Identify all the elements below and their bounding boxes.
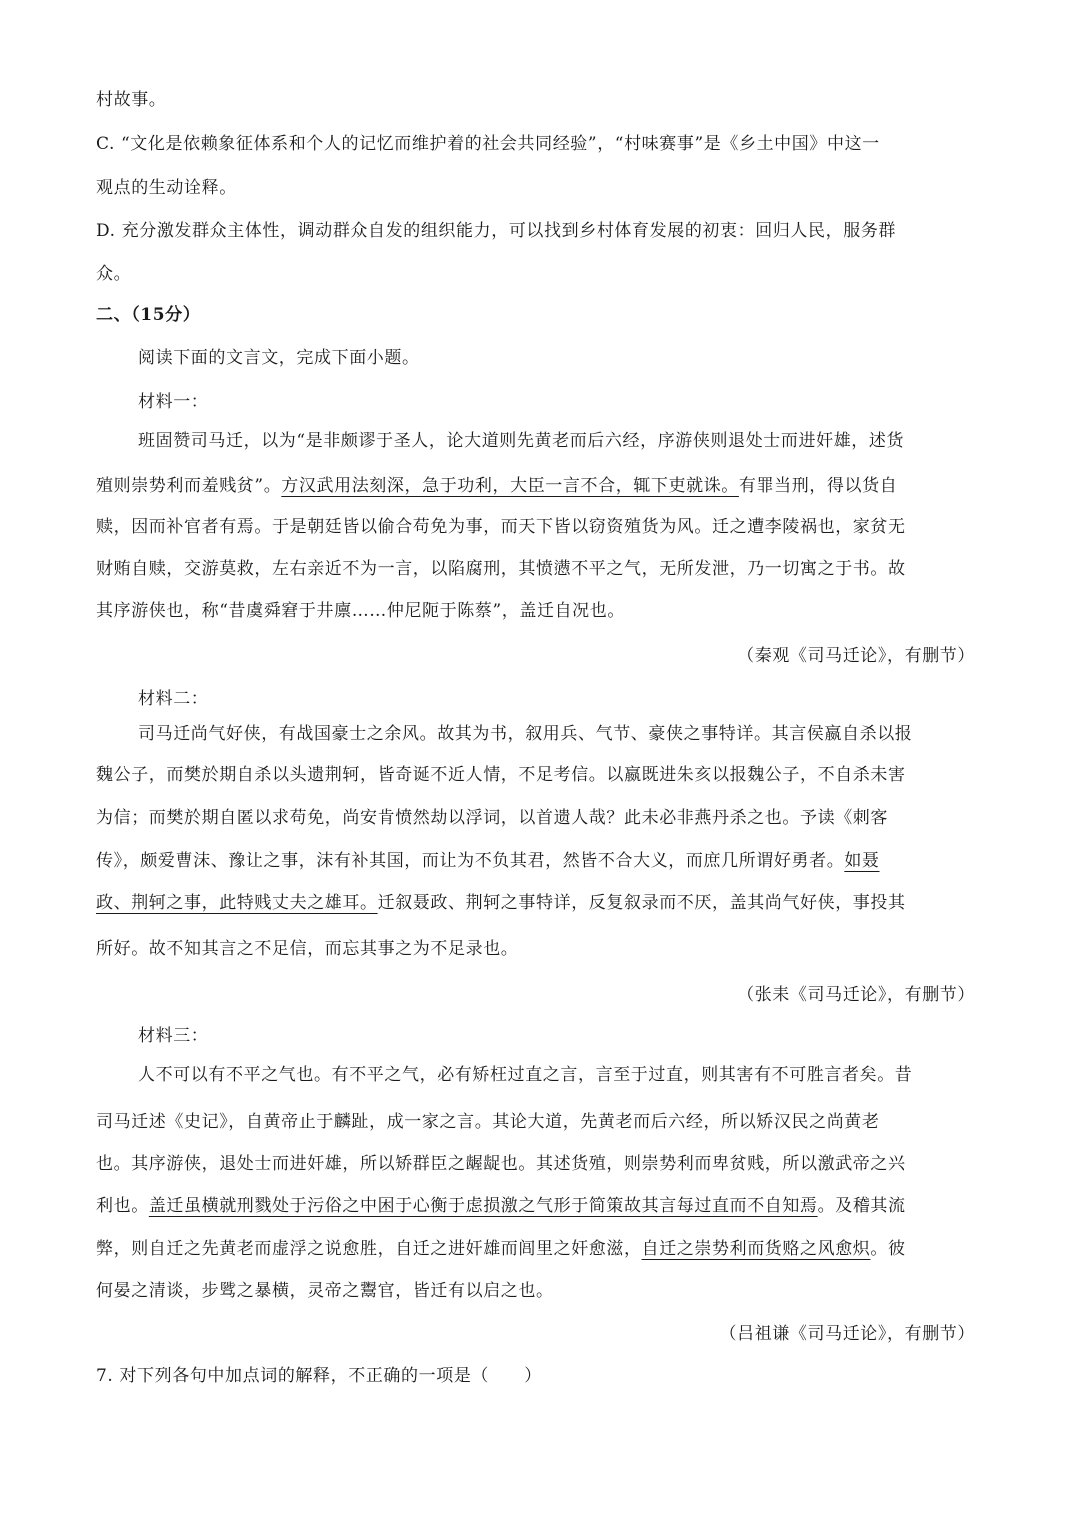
- underlined-sentence: 政、荆轲之事，此特贱丈夫之雄耳。: [96, 893, 378, 913]
- passage-line: 政、荆轲之事，此特贱丈夫之雄耳。迁叙聂政、荆轲之事特详，反复叙录而不厌，盖其尚气好侠，事投其: [96, 893, 906, 913]
- passage-line: 也。其序游侠，退处士而进奸雄，所以矫群臣之龌龊也。其述货殖，则崇势利而卑贫贱，所以激武帝之兴: [96, 1154, 906, 1174]
- passage-line: 何晏之清谈，步骘之暴横，灵帝之鬻官，皆迁有以启之也。: [96, 1281, 554, 1301]
- underlined-sentence: 自迁之崇势利而货赂之风愈炽: [641, 1239, 871, 1259]
- passage-line: 司马迁述《史记》，自黄帝止于麟趾，成一家之言。其论大道，先黄老而后六经，所以矫汉民之尚黄老: [96, 1112, 880, 1132]
- source-citation: （张耒《司马迁论》，有删节）: [737, 985, 975, 1005]
- source-citation: （吕祖谦《司马迁论》，有删节）: [719, 1324, 975, 1344]
- text-line: 村故事。: [96, 90, 167, 110]
- passage-line: 财贿自赎，交游莫救，左右亲近不为一言，以陷腐刑，其愤懑不平之气，无所发泄，乃一切寓之于书。故: [96, 559, 906, 579]
- source-citation: （秦观《司马迁论》，有删节）: [737, 646, 975, 666]
- text-line: 众。: [96, 264, 132, 284]
- passage-line: 利也。盖迁虽横就刑戮处于污俗之中困于心衡于虑损激之气形于简策故其言每过直而不自知焉。及稽其流: [96, 1196, 906, 1216]
- question-7-text: 7. 对下列各句中加点词的解释，不正确的一项是（ ）: [96, 1366, 542, 1386]
- option-d-text: D. 充分激发群众主体性，调动群众自发的组织能力，可以找到乡村体育发展的初衷：回归人民，服务群: [96, 221, 897, 241]
- instruction-text: 阅读下面的文言文，完成下面小题。: [138, 348, 420, 368]
- passage-line: 人不可以有不平之气也。有不平之气，必有矫枉过直之言，言至于过直，则其害有不可胜言者矣。昔: [138, 1065, 913, 1085]
- material-label: 材料一：: [138, 392, 209, 412]
- passage-line: 赎，因而补官者有焉。于是朝廷皆以偷合苟免为事，而天下皆以窃资殖货为风。迁之遭李陵祸也，家贫无: [96, 517, 906, 537]
- section-heading: 二、（15分）: [96, 305, 201, 325]
- underlined-sentence: 如聂: [844, 851, 880, 871]
- passage-line: 弊，则自迁之先黄老而虚浮之说愈胜，自迁之进奸雄而闾里之奸愈滋，自迁之崇势利而货赂之风愈炽。彼: [96, 1239, 906, 1259]
- passage-line: 所好。故不知其言之不足信，而忘其事之为不足录也。: [96, 939, 519, 959]
- passage-line: 殖则崇势利而羞贱贫”。方汉武用法刻深，急于功利，大臣一言不合，辄下吏就诛。有罪当刑，得以货自: [96, 476, 898, 496]
- material-label: 材料二：: [138, 689, 209, 709]
- passage-line: 班固赞司马迁，以为“是非颇谬于圣人，论大道则先黄老而后六经，序游侠则退处士而进奸雄，述货: [138, 431, 905, 451]
- material-label: 材料三：: [138, 1026, 209, 1046]
- passage-line: 为信；而樊於期自匿以求苟免，尚安肯愤然劫以浮词，以首遗人哉？此未必非燕丹杀之也。予读《刺客: [96, 808, 888, 828]
- passage-line: 传》，颇爱曹沫、豫让之事，沫有补其国，而让为不负其君，然皆不合大义，而庶几所谓好勇者。如聂: [96, 851, 880, 871]
- text-line: 观点的生动诠释。: [96, 178, 237, 198]
- underlined-sentence: 方汉武用法刻深，急于功利，大臣一言不合，辄下吏就诛。: [281, 476, 739, 496]
- option-c-text: C. “文化是依赖象征体系和个人的记忆而维护着的社会共同经验”，“村味赛事”是《乡土中国》中这一: [96, 134, 880, 154]
- passage-line: 魏公子，而樊於期自杀以头遗荆轲，皆奇诞不近人情，不足考信。以嬴既进朱亥以报魏公子，不自杀未害: [96, 765, 906, 785]
- underlined-sentence: 盖迁虽横就刑戮处于污俗之中困于心衡于虑损激之气形于简策故其言每过直而不自知焉: [148, 1196, 818, 1216]
- passage-line: 其序游侠也，称“昔虞舜窘于井廪……仲尼阨于陈蔡”，盖迁自况也。: [96, 601, 625, 621]
- passage-line: 司马迁尚气好侠，有战国豪士之余风。故其为书，叙用兵、气节、豪侠之事特详。其言侯嬴自杀以报: [138, 724, 913, 744]
